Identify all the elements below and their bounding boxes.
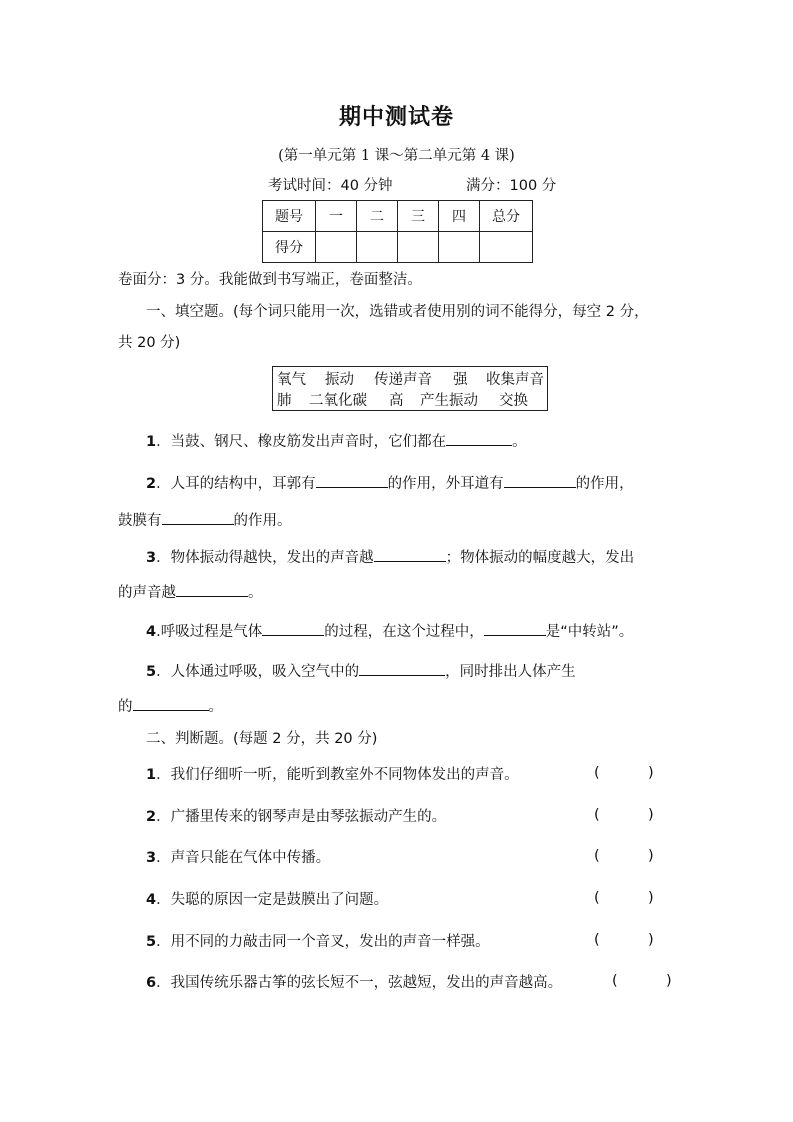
word-bank-item: 交换 — [499, 393, 528, 409]
answer-box[interactable] — [622, 973, 662, 993]
question-text: ．人体通过呼吸，吸入空气中的 — [156, 664, 360, 680]
answer-paren-open: ( — [594, 932, 600, 948]
answer-blank[interactable] — [504, 473, 576, 488]
answer-box[interactable] — [604, 932, 644, 952]
section1-title: 一、填空题。(每个词只能用一次，选错或者使用别的词不能得分，每空 2 分， — [146, 304, 649, 320]
question-text: ．我国传统乐器古筝的弦长短不一，弦越短，发出的声音越高。 — [156, 975, 563, 991]
question-number: 6 — [146, 975, 157, 991]
question-text: ．声音只能在气体中传播。 — [156, 850, 331, 866]
question-text: 的声音越 — [118, 585, 176, 601]
fill-question-2 — [146, 473, 634, 494]
question-text: 。 — [248, 585, 263, 601]
full-score: 满分：100 分 — [466, 178, 557, 194]
score-table — [262, 200, 533, 263]
judge-question-1 — [146, 765, 519, 785]
answer-blank[interactable] — [374, 547, 446, 562]
answer-blank[interactable] — [162, 510, 234, 525]
question-number: 1 — [146, 767, 157, 783]
question-text: 。 — [512, 434, 527, 450]
score-header-cell: 二 — [357, 201, 398, 232]
score-header-cell: 总分 — [480, 201, 533, 232]
answer-box[interactable] — [604, 765, 644, 785]
exam-time: 考试时间：40 分钟 — [268, 178, 393, 194]
score-header-cell: 四 — [439, 201, 480, 232]
judge-question-3 — [146, 848, 330, 868]
answer-paren-open: ( — [594, 765, 600, 781]
question-text: 的作用，外耳道有 — [387, 476, 504, 492]
score-cell[interactable] — [398, 232, 439, 263]
answer-paren-close: ) — [648, 890, 654, 906]
fill-question-5-cont — [118, 696, 223, 717]
question-text: ．失聪的原因一定是鼓膜出了问题。 — [156, 892, 389, 908]
score-row-label: 得分 — [263, 232, 316, 263]
question-number: 4 — [146, 624, 157, 640]
question-text: ．我们仔细听一听，能听到教室外不同物体发出的声音。 — [156, 767, 519, 783]
score-table-score-row — [263, 232, 533, 263]
question-number: 3 — [146, 550, 157, 566]
question-text: 的作用。 — [233, 513, 292, 529]
question-number: 4 — [146, 892, 157, 908]
question-text: ．广播里传来的钢琴声是由琴弦振动产生的。 — [156, 809, 447, 825]
score-cell[interactable] — [316, 232, 357, 263]
answer-blank[interactable] — [262, 621, 324, 636]
word-bank-item: 强 — [453, 372, 468, 388]
question-number: 2 — [146, 476, 157, 492]
question-number: 2 — [146, 809, 157, 825]
word-bank-item: 产生振动 — [420, 393, 478, 409]
question-text: 。 — [208, 699, 223, 715]
answer-blank[interactable] — [359, 661, 445, 676]
answer-paren-close: ) — [648, 848, 654, 864]
answer-blank[interactable] — [446, 431, 512, 446]
exam-title: 期中测试卷 — [338, 104, 454, 130]
question-text: ．物体振动得越快，发出的声音越 — [156, 550, 374, 566]
answer-paren-open: ( — [612, 973, 618, 989]
score-header-cell: 三 — [398, 201, 439, 232]
answer-paren-open: ( — [594, 807, 600, 823]
word-bank-item: 氧气 — [277, 372, 306, 388]
score-cell[interactable] — [357, 232, 398, 263]
answer-blank[interactable] — [484, 621, 546, 636]
word-bank-item: 振动 — [325, 372, 354, 388]
answer-box[interactable] — [604, 848, 644, 868]
fill-question-5 — [146, 661, 576, 682]
question-text: 鼓膜有 — [118, 513, 162, 529]
section2-title: 二、判断题。(每题 2 分，共 20 分) — [146, 731, 378, 747]
exam-subtitle: (第一单元第 1 课～第二单元第 4 课) — [278, 148, 515, 164]
question-text: 是“中转站”。 — [545, 624, 634, 640]
word-bank — [272, 366, 548, 411]
question-text: 的 — [118, 699, 133, 715]
answer-paren-open: ( — [594, 890, 600, 906]
question-text: .呼吸过程是气体 — [156, 624, 263, 640]
word-bank-item: 二氧化碳 — [309, 393, 367, 409]
question-text: 的作用， — [575, 476, 634, 492]
fill-question-2-cont — [118, 510, 292, 531]
score-header-cell: 题号 — [263, 201, 316, 232]
fill-question-3-cont — [118, 582, 263, 603]
answer-paren-close: ) — [648, 932, 654, 948]
judge-question-6 — [146, 973, 562, 993]
word-bank-item: 收集声音 — [486, 372, 544, 388]
question-text: ；物体振动的幅度越大，发出 — [445, 550, 635, 566]
question-text: ．当鼓、钢尺、橡皮筋发出声音时，它们都在 — [156, 434, 447, 450]
neatness-note: 卷面分：3 分。我能做到书写端正，卷面整洁。 — [118, 272, 422, 288]
word-bank-item: 肺 — [277, 393, 292, 409]
fill-question-4 — [146, 621, 633, 642]
question-text: 的过程，在这个过程中， — [324, 624, 484, 640]
word-bank-item: 传递声音 — [374, 372, 432, 388]
answer-paren-close: ) — [648, 807, 654, 823]
score-cell[interactable] — [480, 232, 533, 263]
fill-question-1 — [146, 431, 527, 452]
judge-question-5 — [146, 932, 490, 952]
answer-paren-close: ) — [648, 765, 654, 781]
answer-paren-open: ( — [594, 848, 600, 864]
question-text: ．用不同的力敲击同一个音叉，发出的声音一样强。 — [156, 934, 490, 950]
score-header-cell: 一 — [316, 201, 357, 232]
question-number: 5 — [146, 664, 157, 680]
answer-blank[interactable] — [133, 696, 209, 711]
answer-paren-close: ) — [666, 973, 672, 989]
score-cell[interactable] — [439, 232, 480, 263]
judge-question-4 — [146, 890, 388, 910]
answer-box[interactable] — [604, 890, 644, 910]
question-number: 1 — [146, 434, 157, 450]
section1-title-cont: 共 20 分) — [118, 335, 181, 351]
question-number: 3 — [146, 850, 157, 866]
question-text: ．人耳的结构中，耳郭有 — [156, 476, 316, 492]
question-text: ，同时排出人体产生 — [445, 664, 576, 680]
fill-question-3 — [146, 547, 634, 568]
score-table-header-row — [263, 201, 533, 232]
word-bank-item: 高 — [389, 393, 404, 409]
question-number: 5 — [146, 934, 157, 950]
answer-box[interactable] — [604, 807, 644, 827]
judge-question-2 — [146, 807, 446, 827]
answer-blank[interactable] — [176, 582, 248, 597]
answer-blank[interactable] — [316, 473, 388, 488]
